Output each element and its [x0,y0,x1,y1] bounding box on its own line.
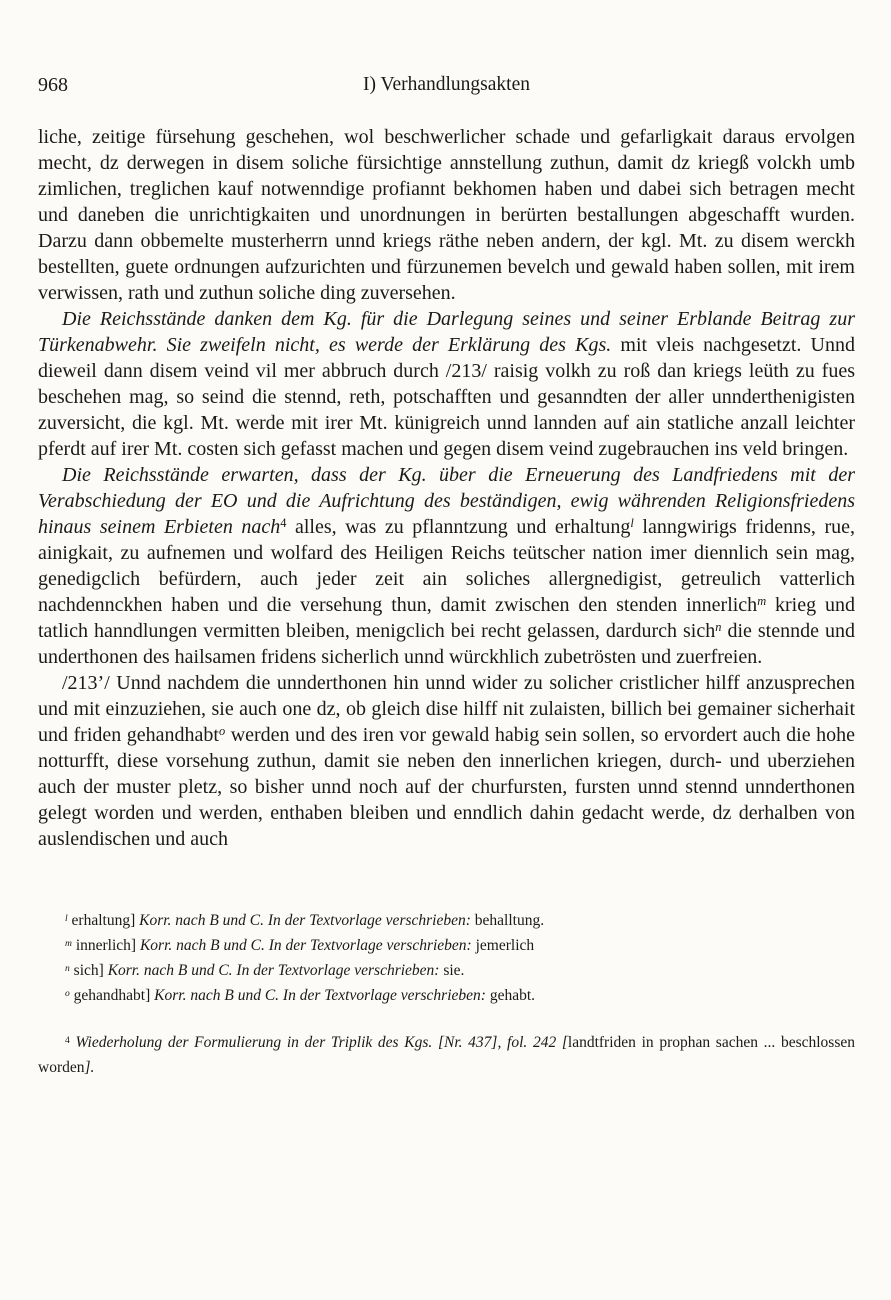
letter-footnotes [38,908,855,1008]
paragraph [38,462,855,670]
footnote-letter [38,958,855,983]
footnote-marker: n [65,962,70,974]
text-segment: krieg und tatlich hanndlungen vermitten bleiben, menigclich bei recht gelassen, dardurch sich [38,594,856,642]
running-title: I) Verhandlungsakten [363,74,530,95]
text-segment: sich] [69,962,108,979]
text-segment: jemerlich [471,937,535,954]
page-header [38,74,855,100]
footnote-marker: o [218,724,226,739]
footnote-marker: 4 [65,1034,70,1046]
number-footnotes [38,1030,855,1080]
footnote-marker: o [65,987,70,999]
footnote-marker: n [715,620,722,635]
footnote-letter [38,983,855,1008]
footnote-letter [38,933,855,958]
text-segment: werden und des iren vor gewald habig sein sollen, so ervordert auch die hohe notturfft, diese vorsehung zuthun, damit sie neben den innerlichen kriegen, durch- und uberziehen auch der muster pletz, so bisher unnd noch auf der churfursten, fursten unnd stennd unnderthonen gelegt worden und werden, enthaben bleiben und enndlich dahin gedacht werde, dz derhalben von auslendischen und auch [38,724,855,850]
text-segment: alles, was zu pflanntzung und erhaltung [286,516,631,538]
paragraph [38,670,855,852]
text-segment: mit vleis nachgesetzt. Unnd dieweil dann disem veind vil mer abbruch durch /213/ raisig volkh zu roß dan kriegs leüth zu fues beschehen mag, so seind die stennd, reth, potschafften und gesanndten der aller unnderthenigisten zuversicht, die kgl. Mt. werde mit irer Mt. künigreich unnd lannden auf ain statliche anzall leichter pferdt auf irer Mt. costen sich gefasst machen und gegen disem veind zugebrauchen ins veld bringen. [38,334,856,460]
paragraph [38,124,855,306]
text-segment: Korr. nach B und C. In der Textvorlage verschrieben: [154,987,486,1004]
text-segment: Wiederholung der Formulierung in der Triplik des Kgs. [Nr. 437], fol. 242 [ [69,1034,568,1051]
body-text [38,124,855,852]
footnote-letter [38,908,855,933]
text-segment: Korr. nach B und C. In der Textvorlage verschrieben: [139,912,471,929]
text-segment: behalltung. [470,912,545,929]
text-segment: die stennde und underthonen des hailsamen fridens sicherlich unnd würckhlich zubetrösten und zuerfreien. [38,620,856,668]
footnote-marker: l [65,912,68,924]
text-segment: /213’/ Unnd nachdem die unnderthonen hin unnd wider zu solicher cristlicher hilff anzusprechen und mit einzuziehen, sie auch one dz, ob gleich dise hilff nit zulaisten, billich bei gemainer sicherhait und friden gehandhabt [38,672,855,746]
text-block [38,74,855,1080]
text-segment: Korr. nach B und C. In der Textvorlage verschrieben: [107,962,440,979]
text-segment: sie. [439,962,465,979]
text-segment: Korr. nach B und C. In der Textvorlage verschrieben: [139,937,472,954]
text-segment: innerlich] [71,937,140,954]
text-segment: landtfriden in prophan sachen ... beschlossen worden [38,1034,855,1076]
text-segment: lanngwirigs fridenns, rue, ainigkait, zu aufnemen und wolfard des Heiligen Reichs teütscher nation imer diennlich sein mag, genedigclich befürdern, auch jeder zeit ain soliches allergnedigist, getreulich vatterlich nachdennckhen haben und die versehung thun, damit zwischen den stenden innerlich [38,516,855,616]
text-segment: erhaltung] [67,912,140,929]
page-number: 968 [38,74,68,96]
footnote-marker: 4 [280,516,287,531]
text-segment: Die Reichsstände danken dem Kg. für die Darlegung seines und seiner Erblande Beitrag zur Türkenabwehr. Sie zweifeln nicht, es werde der Erklärung des Kgs. [38,308,855,356]
footnote-marker: m [65,937,72,949]
footnote-number [38,1030,855,1080]
text-segment: Die Reichsstände erwarten, dass der Kg. über die Erneuerung des Landfriedens mit der Verabschiedung der EO und die Aufrichtung des beständigen, ewig währenden Religionsfriedens hinaus seinem Erbieten nach [38,464,855,538]
text-segment: ]. [84,1059,95,1076]
paragraph [38,306,855,462]
text-segment: gehandhabt] [69,987,155,1004]
footnote-marker: l [630,516,634,531]
text-segment: liche, zeitige fürsehung geschehen, wol beschwerlicher schade und gefarligkait daraus ervolgen mecht, dz derwegen in disem soliche fürsichtige annstellung zuthun, damit dz kriegß volckh umb zimlichen, treglichen kauf notwenndige profiannt bekhomen haben und dabei sich betragen mecht und daneben die unrichtigkaiten und unordnungen in berürten bestallungen abgeschafft wurden. Darzu dann obbemelte musterherrn unnd kriegs räthe neben andern, der kgl. Mt. zu disem werckh bestellten, guete ordnungen aufzurichten und fürzunemen bevelch und gewald haben sollen, mit irem verwissen, rath und zuthun soliche ding zuversehen. [38,126,855,304]
text-segment: gehabt. [485,987,536,1004]
footnotes-section [38,908,855,1080]
footnote-marker: m [757,594,767,609]
